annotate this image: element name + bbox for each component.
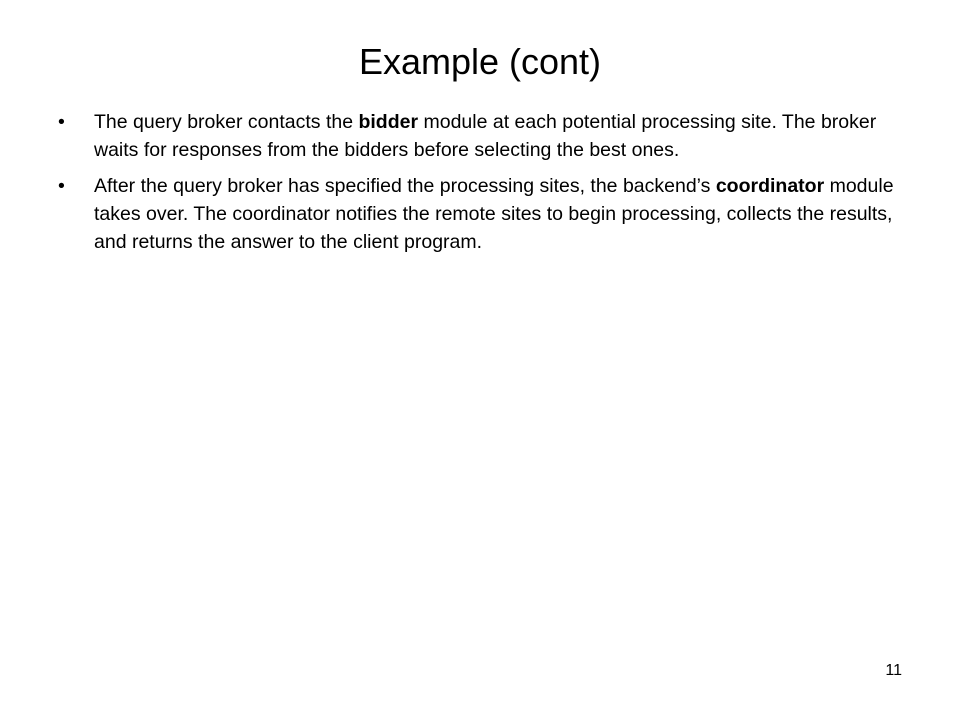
slide-title: Example (cont): [358, 41, 602, 82]
bullet-marker: •: [58, 175, 65, 197]
bullet-text: [94, 175, 894, 253]
bullet-bold-term: bidder: [358, 111, 419, 133]
bullet-text-before: After the query broker has specified the processing sites, the backend’s: [94, 175, 716, 197]
bullet-text-before: The query broker contacts the: [94, 111, 359, 133]
page-number: 11: [885, 662, 902, 679]
bullet-marker: •: [58, 111, 65, 133]
bullet-text: [94, 111, 876, 161]
bullet-list: [58, 108, 910, 264]
bullet-item: [58, 108, 910, 164]
bullet-item: [58, 172, 910, 256]
bullet-bold-term: coordinator: [715, 175, 825, 197]
bullet-text-after: module at each potential processing site. The broker waits for responses from the bidders before selecting the best ones.: [94, 111, 877, 161]
bullet-text-after: module takes over. The coordinator notifies the remote sites to begin processing, collects the results, and returns the answer to the client program.: [94, 175, 894, 253]
